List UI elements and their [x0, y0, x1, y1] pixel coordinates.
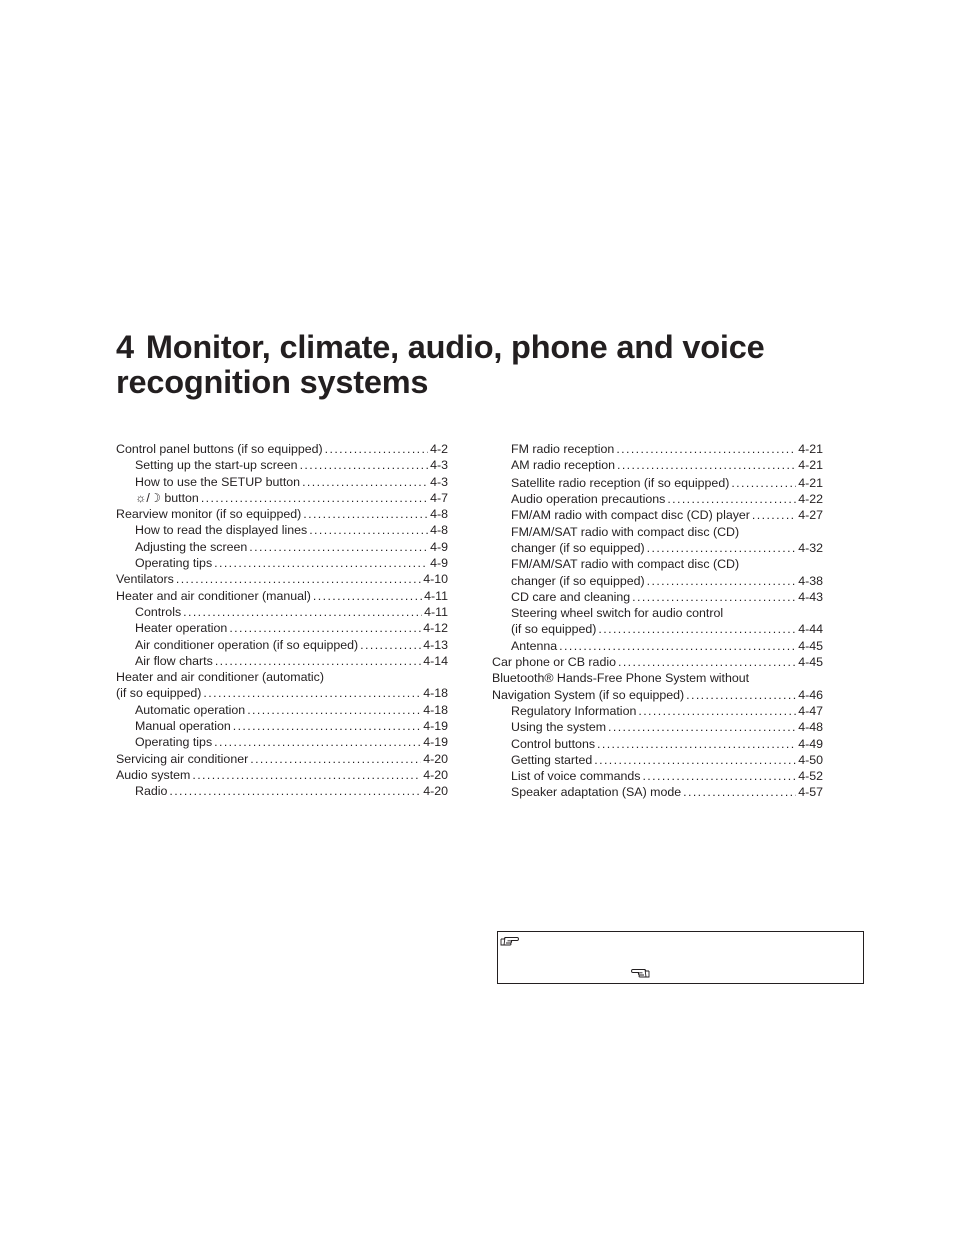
toc-entry-page: 4-21	[798, 475, 823, 490]
toc-entry-page: 4-27	[798, 508, 823, 523]
toc-entry-title: Heater operation	[135, 621, 228, 636]
toc-entry	[116, 653, 448, 669]
toc-entry-title: Adjusting the screen	[135, 539, 248, 554]
toc-entry	[492, 457, 823, 473]
toc-entry	[116, 539, 448, 555]
toc-entry-title: Satellite radio reception (if so equipped)	[511, 475, 730, 490]
toc-entry-title: Servicing air conditioner	[116, 751, 249, 766]
toc-entry-page: 4-22	[798, 492, 823, 507]
toc-entry-page: 4-48	[798, 720, 823, 735]
toc-entry-page: 4-14	[423, 653, 448, 668]
toc-entry	[492, 621, 823, 637]
toc-entry	[492, 556, 823, 572]
toc-dot-leader	[214, 734, 421, 750]
toc-entry-page: 4-43	[798, 589, 823, 604]
toc-entry-page: 4-9	[430, 556, 448, 571]
toc-entry	[116, 685, 448, 701]
toc-entry-title: Audio system	[116, 767, 191, 782]
toc-entry-page: 4-12	[423, 621, 448, 636]
toc-entry-page: 4-18	[423, 686, 448, 701]
toc-dot-leader	[203, 685, 421, 701]
toc-entry-page: 4-45	[798, 638, 823, 653]
toc-entry-page: 4-3	[430, 474, 448, 489]
toc-entry-page: 4-10	[423, 572, 448, 587]
toc-dot-leader	[302, 474, 428, 490]
toc-entry	[116, 506, 448, 522]
toc-entry	[492, 703, 823, 719]
toc-dot-leader	[559, 638, 796, 654]
toc-entry-title: changer (if so equipped)	[511, 573, 645, 588]
toc-dot-leader	[169, 783, 421, 799]
toc-dot-leader	[249, 539, 428, 555]
toc-entry-title: Navigation System (if so equipped)	[492, 687, 685, 702]
toc-entry-title: Radio	[135, 784, 168, 799]
toc-entry-page: 4-18	[423, 702, 448, 717]
toc-entry-title: AM radio reception	[511, 458, 615, 473]
toc-dot-leader	[683, 784, 796, 800]
toc-dot-leader	[183, 604, 422, 620]
toc-entry	[116, 734, 448, 750]
toc-entry-title: Antenna	[511, 638, 558, 653]
toc-entry-page: 4-45	[798, 655, 823, 670]
toc-entry-page: 4-9	[430, 539, 448, 554]
toc-entry-title: Controls	[135, 604, 182, 619]
toc-entry-title: Operating tips	[135, 556, 213, 571]
toc-entry-title: FM/AM/SAT radio with compact disc (CD)	[511, 557, 740, 572]
toc-entry-page: 4-19	[423, 735, 448, 750]
toc-entry	[116, 783, 448, 799]
notice-box	[497, 931, 864, 984]
toc-entry-page: 4-7	[430, 490, 448, 505]
toc-entry-page: 4-3	[430, 458, 448, 473]
toc-dot-leader	[229, 620, 421, 636]
toc-dot-leader	[618, 654, 796, 670]
toc-dot-leader	[300, 457, 429, 473]
toc-entry-title: CD care and cleaning	[511, 589, 631, 604]
toc-entry-page: 4-20	[423, 767, 448, 782]
toc-entry	[492, 752, 823, 768]
toc-entry-page: 4-11	[424, 604, 448, 619]
toc-entry-page: 4-2	[430, 442, 448, 456]
toc-dot-leader	[309, 522, 428, 538]
toc-entry	[492, 736, 823, 752]
toc-entry-title: Audio operation precautions	[511, 492, 666, 507]
hand-pointing-right-icon	[500, 934, 520, 948]
toc-entry-page: 4-8	[430, 507, 448, 522]
toc-entry-title: Operating tips	[135, 735, 213, 750]
toc-dot-leader	[233, 718, 421, 734]
toc-entry-title: Setting up the start-up screen	[135, 458, 298, 473]
toc-entry	[116, 669, 448, 685]
toc-entry-title: Speaker adaptation (SA) mode	[511, 785, 682, 800]
toc-dot-leader	[638, 703, 796, 719]
toc-entry-page: 4-19	[423, 719, 448, 734]
chapter-number: 4	[116, 328, 134, 365]
toc-entry-title: How to read the displayed lines	[135, 523, 308, 538]
toc-entry-title: List of voice commands	[511, 769, 641, 784]
toc-entry	[492, 687, 823, 703]
toc-entry-title: Automatic operation	[135, 702, 246, 717]
toc-entry	[116, 490, 448, 506]
toc-entry	[116, 751, 448, 767]
toc-entry-title: Steering wheel switch for audio control	[511, 606, 724, 621]
toc-entry	[492, 491, 823, 507]
toc-entry-title: Manual operation	[135, 719, 231, 734]
toc-dot-leader	[598, 621, 796, 637]
chapter-title-text: Monitor, climate, audio, phone and voice recognition systems	[116, 328, 765, 400]
toc-entry-page: 4-20	[423, 784, 448, 799]
toc-dot-leader	[215, 653, 421, 669]
toc-dot-leader	[617, 457, 796, 473]
toc-entry	[492, 589, 823, 605]
toc-dot-leader	[616, 441, 796, 457]
toc-entry	[492, 638, 823, 654]
toc-entry-page: 4-49	[798, 736, 823, 751]
toc-dot-leader	[647, 573, 797, 589]
toc-entry-title: Bluetooth® Hands-Free Phone System without	[492, 671, 750, 686]
toc-entry-title: FM/AM radio with compact disc (CD) player	[511, 508, 750, 523]
toc-dot-leader	[752, 507, 796, 523]
toc-entry-page: 4-20	[423, 751, 448, 766]
toc-dot-leader	[632, 589, 796, 605]
toc-entry-title: ☼/☽ button	[135, 490, 199, 505]
toc-dot-leader	[303, 506, 428, 522]
hand-pointing-left-icon	[630, 966, 650, 980]
toc-dot-leader	[325, 441, 428, 457]
toc-entry-page: 4-38	[798, 573, 823, 588]
toc-dot-leader	[214, 555, 428, 571]
chapter-title	[116, 330, 876, 400]
toc-entry	[492, 605, 823, 621]
toc-entry-title: Air conditioner operation (if so equipped)	[135, 637, 359, 652]
toc-entry-title: (if so equipped)	[116, 686, 202, 701]
toc-entry-page: 4-46	[798, 687, 823, 702]
toc-dot-leader	[594, 752, 796, 768]
toc-dot-leader	[313, 588, 422, 604]
toc-dot-leader	[176, 571, 421, 587]
toc-entry	[492, 670, 823, 686]
toc-entry	[116, 702, 448, 718]
toc-dot-leader	[608, 719, 796, 735]
toc-entry	[116, 620, 448, 636]
toc-entry-title: Getting started	[511, 752, 593, 767]
toc-right-column	[492, 441, 823, 801]
toc-dot-leader	[192, 767, 421, 783]
toc-entry-title: Using the system	[511, 720, 607, 735]
toc-entry	[116, 555, 448, 571]
toc-dot-leader	[250, 751, 421, 767]
toc-entry	[492, 768, 823, 784]
toc-entry	[492, 540, 823, 556]
toc-dot-leader	[360, 637, 421, 653]
toc-entry	[492, 784, 823, 800]
toc-entry	[492, 654, 823, 670]
toc-entry	[116, 718, 448, 734]
toc-entry-page: 4-57	[798, 785, 823, 800]
toc-entry	[492, 573, 823, 589]
toc-entry-page: 4-21	[798, 442, 823, 456]
toc-entry	[116, 588, 448, 604]
toc-entry-page: 4-8	[430, 523, 448, 538]
toc-entry	[116, 457, 448, 473]
toc-dot-leader	[731, 475, 796, 491]
toc-dot-leader	[667, 491, 796, 507]
toc-entry-title: Heater and air conditioner (manual)	[116, 588, 311, 603]
toc-entry	[492, 441, 823, 457]
toc-entry-title: How to use the SETUP button	[135, 474, 301, 489]
toc-entry-title: Control panel buttons (if so equipped)	[116, 442, 323, 456]
toc-entry	[492, 524, 823, 540]
toc-entry	[116, 522, 448, 538]
toc-entry-title: changer (if so equipped)	[511, 540, 645, 555]
toc-dot-leader	[642, 768, 796, 784]
toc-entry	[116, 637, 448, 653]
toc-entry-title: Air flow charts	[135, 653, 213, 668]
toc-entry-page: 4-32	[798, 540, 823, 555]
toc-entry-page: 4-47	[798, 703, 823, 718]
toc-entry	[492, 719, 823, 735]
toc-left-column	[116, 441, 448, 800]
toc-entry	[492, 507, 823, 523]
toc-entry	[116, 571, 448, 587]
toc-entry-title: Heater and air conditioner (automatic)	[116, 670, 324, 685]
toc-entry	[492, 475, 823, 491]
toc-entry	[116, 474, 448, 490]
toc-entry-title: FM/AM/SAT radio with compact disc (CD)	[511, 524, 740, 539]
toc-entry-page: 4-44	[798, 622, 823, 637]
toc-entry-title: (if so equipped)	[511, 622, 597, 637]
toc-entry-title: FM radio reception	[511, 442, 615, 456]
toc-entry-title: Regulatory Information	[511, 703, 637, 718]
toc-dot-leader	[247, 702, 421, 718]
toc-dot-leader	[201, 490, 428, 506]
toc-entry-title: Ventilators	[116, 572, 174, 587]
toc-entry-title: Control buttons	[511, 736, 596, 751]
toc-dot-leader	[686, 687, 796, 703]
toc-entry-title: Car phone or CB radio	[492, 655, 616, 670]
toc-entry-page: 4-50	[798, 752, 823, 767]
toc-entry	[116, 441, 448, 457]
toc-entry-page: 4-11	[424, 588, 448, 603]
toc-entry-page: 4-21	[798, 458, 823, 473]
toc-dot-leader	[647, 540, 797, 556]
toc-dot-leader	[597, 736, 796, 752]
toc-entry	[116, 604, 448, 620]
toc-entry-page: 4-13	[423, 637, 448, 652]
toc-entry	[116, 767, 448, 783]
toc-entry-title: Rearview monitor (if so equipped)	[116, 507, 302, 522]
toc-entry-page: 4-52	[798, 769, 823, 784]
